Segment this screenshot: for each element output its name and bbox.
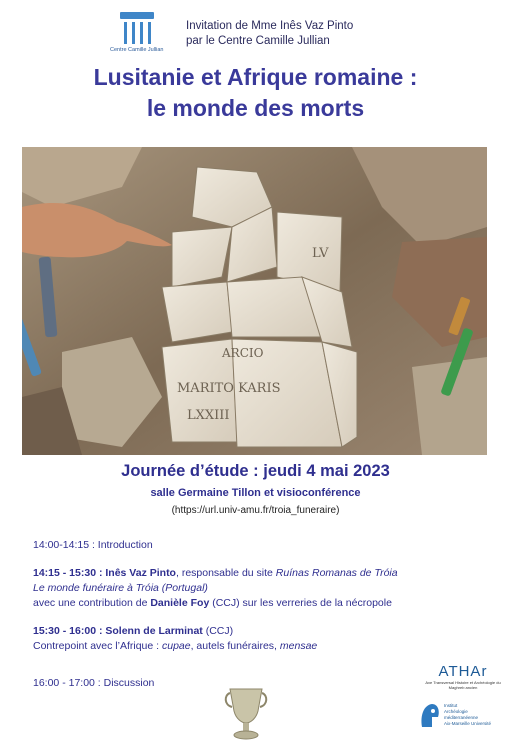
inscription-line-3: MARITO KARIS: [177, 381, 281, 396]
program-text: (CCJ) sur les verreries de la nécropole: [209, 597, 392, 609]
logo-column: [132, 22, 135, 44]
invitation-text: [186, 19, 353, 49]
program-affiliation: (CCJ): [202, 625, 234, 637]
program-line: [33, 566, 398, 581]
iam-line-3: méditerranéenne: [444, 715, 479, 720]
program-contributor: Danièle Foy: [150, 597, 210, 609]
institut-archeologie-logo: [418, 701, 508, 735]
program-line: [33, 624, 317, 639]
event-location: salle Germaine Tillon et visioconférence: [150, 487, 361, 499]
program-text: , autels funéraires,: [190, 640, 280, 652]
program-line: [33, 596, 398, 611]
program-term-cupae: cupae: [161, 640, 191, 652]
program-time-speaker: 15:30 - 16:00 : Solenn de Larminat: [33, 625, 203, 637]
program-item-vaz-pinto: [33, 566, 398, 611]
program-item-larminat: [33, 624, 317, 654]
program-item-discussion: [33, 676, 154, 691]
athar-logo: [418, 663, 508, 695]
inscription-line-4: LXXIII: [187, 408, 230, 423]
helmet-icon: [418, 701, 442, 731]
program-item-introduction: [33, 538, 153, 553]
athar-logo-name: ATHAr: [438, 663, 488, 680]
glass-vase-image: [224, 685, 268, 741]
program-text: , responsable du site: [175, 567, 276, 579]
event-url[interactable]: (https://url.univ-amu.fr/troia_funeraire): [171, 505, 340, 516]
program-line: [33, 639, 317, 654]
iam-logo-text: [444, 703, 510, 727]
invitation-line-1: Invitation de Mme Inês Vaz Pinto: [186, 20, 354, 32]
program-subtitle: Le monde funéraire à Tróia (Portugal): [33, 582, 208, 594]
vase-icon: [224, 685, 268, 741]
title-line-2: le monde des morts: [146, 95, 365, 121]
athar-logo-subtitle: Axe Transversal Histoire et Archéologie du Maghreb ancien: [425, 680, 501, 690]
invitation-line-2: par le Centre Camille Jullian: [186, 35, 330, 47]
excavation-photo-illustration: [22, 147, 487, 455]
logo-capital-bar: [120, 12, 154, 19]
excavation-photo: [22, 147, 487, 455]
event-date-heading: Journée d’étude : jeudi 4 mai 2023: [121, 462, 390, 480]
logo-column: [148, 22, 151, 44]
iam-line-2: Archéologie: [444, 709, 468, 714]
iam-line-1: Institut: [444, 703, 458, 708]
program-text: avec une contribution de: [33, 597, 151, 609]
logo-text: Centre Camille Jullian: [110, 47, 164, 53]
centre-camille-jullian-logo: [110, 12, 162, 56]
logo-column: [140, 22, 143, 44]
program-item-text: 16:00 - 17:00 : Discussion: [33, 677, 155, 689]
logo-column: [124, 22, 127, 44]
inscription-line-1: LV: [312, 246, 329, 261]
program-site: Ruínas Romanas de Tróia: [275, 567, 398, 579]
program-text: Contrepoint avec l’Afrique :: [33, 640, 162, 652]
program-time-speaker: 14:15 - 15:30 : Inês Vaz Pinto: [33, 567, 176, 579]
page-title: [0, 62, 511, 124]
program-item-text: 14:00-14:15 : Introduction: [33, 539, 153, 551]
iam-line-4: Aix-Marseille Université: [444, 721, 492, 726]
program-term-mensae: mensae: [279, 640, 318, 652]
title-line-1: Lusitanie et Afrique romaine :: [93, 64, 418, 90]
inscription-line-2: ARCIO: [222, 346, 264, 360]
